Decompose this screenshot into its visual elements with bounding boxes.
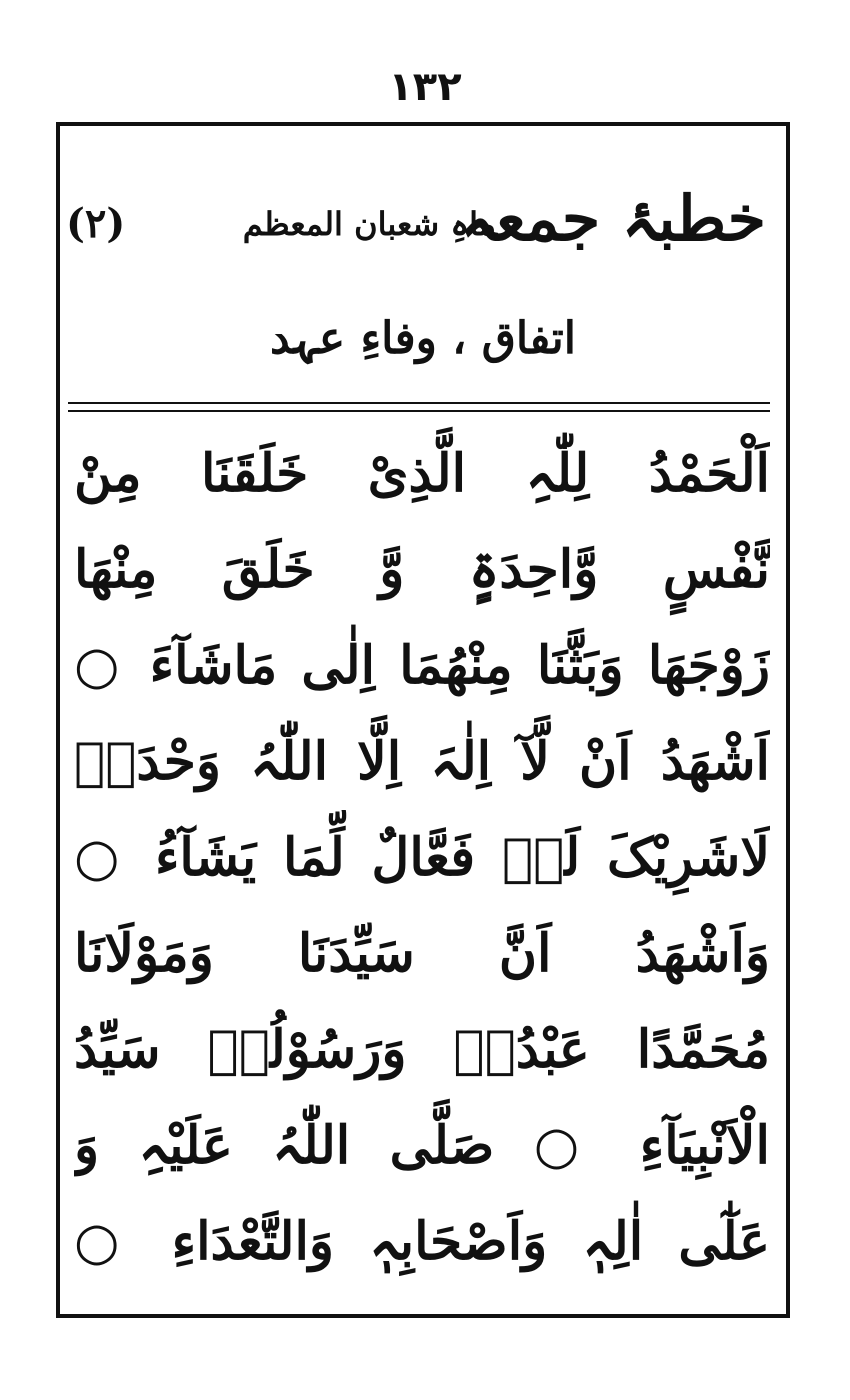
text-line: نَّفْسٍ وَّاحِدَۃٍ وَّ خَلَقَ مِنْھَا xyxy=(74,539,770,600)
page-number: ۱۳۲ xyxy=(388,64,462,110)
text-line: اَلْحَمْدُ لِلّٰہِ الَّذِیْ خَلَقَنَا مِنْ xyxy=(74,443,770,504)
sermon-number: (۲) xyxy=(66,200,126,247)
text-line: زَوْجَھَا وَبَثَّنَا مِنْھُمَا اِلٰی مَاشَآءَ ○ xyxy=(74,635,770,696)
text-line: لَاشَرِیْکَ لَہٗ فَعَّالٌ لِّمَا یَشَآءُ ○ xyxy=(74,827,770,888)
month-label: ماہِ شعبان المعظم xyxy=(242,205,496,243)
text-line: وَاَشْھَدُ اَنَّ سَیِّدَنَا وَمَوْلَانَا xyxy=(74,923,770,984)
sermon-text xyxy=(74,426,770,1290)
sermon-header xyxy=(60,174,786,284)
page-frame xyxy=(56,122,790,1318)
text-line: مُحَمَّدًا عَبْدُہٗ وَرَسُوْلُہٗ سَیِّدُ xyxy=(74,1019,770,1080)
divider-line xyxy=(68,410,770,412)
text-line: عَلٰٓی اٰلِہٖ وَاَصْحَابِہٖ وَالتَّعْدَاءِ ○ xyxy=(74,1211,770,1272)
sermon-title: خطبۂ جمعہ xyxy=(459,182,766,255)
text-line: الْاَنْبِیَآءِ ○ صَلَّی اللّٰہُ عَلَیْہِ وَ xyxy=(74,1115,770,1176)
text-line: اَشْھَدُ اَنْ لَّآ اِلٰہَ اِلَّا اللّٰہُ وَحْدَہٗ xyxy=(74,731,770,792)
sermon-subtitle: اتفاق ، وفاءِ عہد xyxy=(270,313,576,364)
divider-line xyxy=(68,402,770,404)
